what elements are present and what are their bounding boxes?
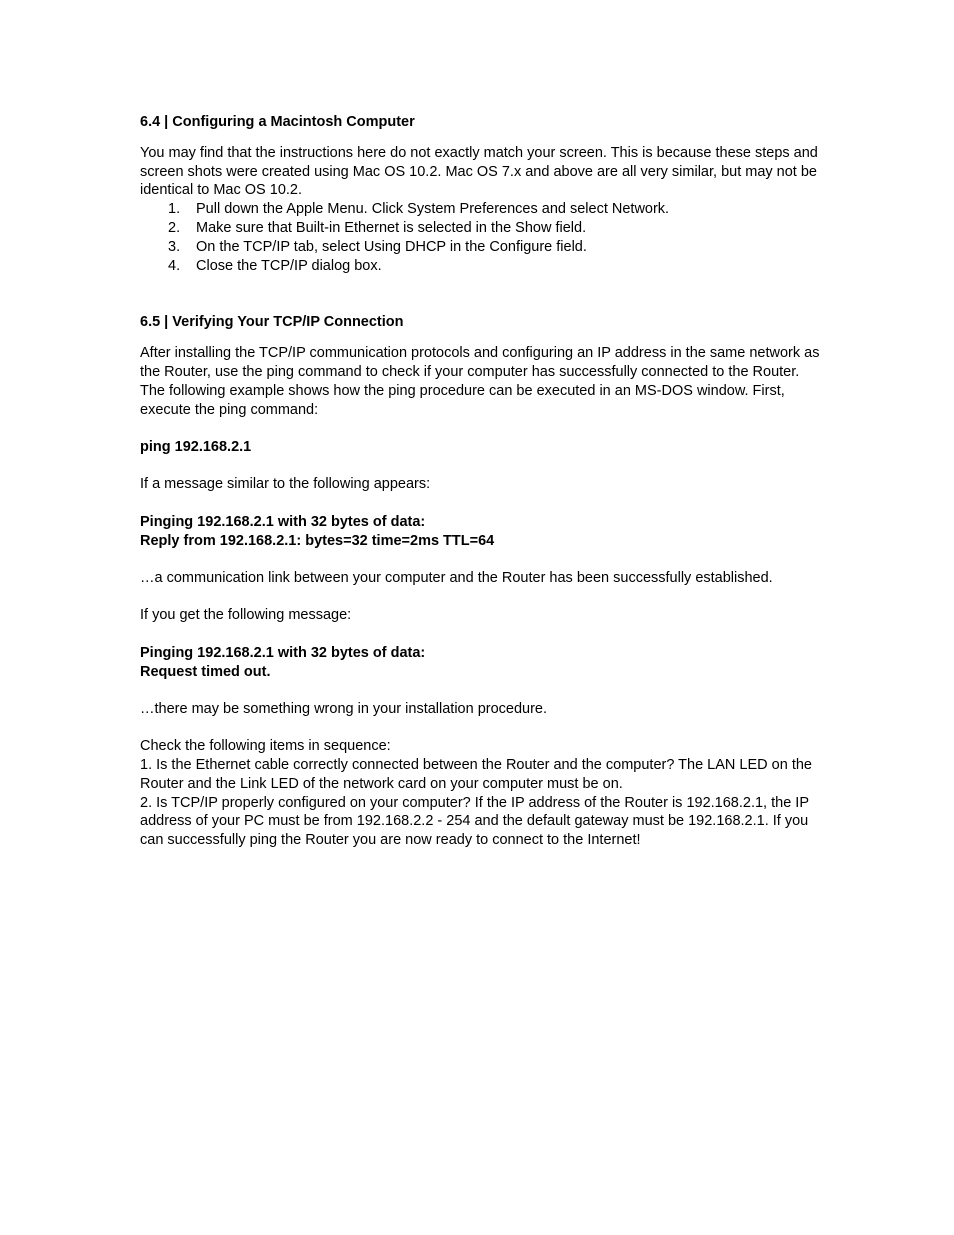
list-item [140, 219, 820, 238]
fail-output-line-2: Request timed out. [140, 663, 271, 680]
success-result: …a communication link between your computer and the Router has been successfully established. [140, 569, 773, 586]
fail-prompt: If you get the following message: [140, 607, 352, 624]
list-item [140, 200, 820, 219]
section-6-4-heading: 6.4 | Configuring a Macintosh Computer [140, 114, 415, 130]
fail-output-line-1: Pinging 192.168.2.1 with 32 bytes of data: [140, 644, 426, 661]
section-6-5-intro: After installing the TCP/IP communication protocols and configuring an IP address in the same network as the Router, use the ping command to check if your computer has successfully connected to the Router. The following example shows how the ping procedure can be executed in an MS-DOS window. First, execute the ping command: [140, 345, 820, 418]
section-6-4-intro: You may find that the instructions here do not exactly match your screen. This is because these steps and screen shots were created using Mac OS 10.2. Mac OS 7.x and above are all very similar, but may not be identical to Mac OS 10.2. [140, 144, 818, 199]
document-page [140, 113, 820, 850]
section-6-5-heading: 6.5 | Verifying Your TCP/IP Connection [140, 314, 404, 331]
step-text: Pull down the Apple Menu. Click System Preferences and select Network. [196, 201, 670, 218]
step-number: 4. [168, 257, 181, 274]
ping-command: ping 192.168.2.1 [140, 438, 252, 455]
fail-result: …there may be something wrong in your installation procedure. [140, 700, 548, 717]
step-text: Make sure that Built-in Ethernet is selected in the Show field. [196, 219, 587, 236]
check-item-2: 2. Is TCP/IP properly configured on your computer? If the IP address of the Router is 192.168.2.1, the IP address of your PC must be from 192.168.2.2 - 254 and the default gateway must be 192.168.2.1. If you can successfully ping the Router you are now ready to connect to the Internet! [140, 794, 809, 849]
step-text: Close the TCP/IP dialog box. [196, 257, 382, 274]
success-output-line-1: Pinging 192.168.2.1 with 32 bytes of data: [140, 513, 426, 530]
step-number: 1. [168, 201, 181, 218]
step-number: 2. [168, 219, 181, 236]
check-heading: Check the following items in sequence: [140, 738, 391, 755]
check-item-1: 1. Is the Ethernet cable correctly connected between the Router and the computer? The LAN LED on the Router and the Link LED of the network card on your computer must be on. [140, 757, 812, 792]
success-prompt: If a message similar to the following appears: [140, 476, 431, 493]
list-item [140, 238, 820, 257]
step-text: On the TCP/IP tab, select Using DHCP in the Configure field. [196, 238, 587, 255]
success-output-line-2: Reply from 192.168.2.1: bytes=32 time=2ms TTL=64 [140, 532, 495, 549]
list-item [140, 257, 820, 276]
step-number: 3. [168, 238, 181, 255]
mac-config-steps [140, 200, 820, 275]
